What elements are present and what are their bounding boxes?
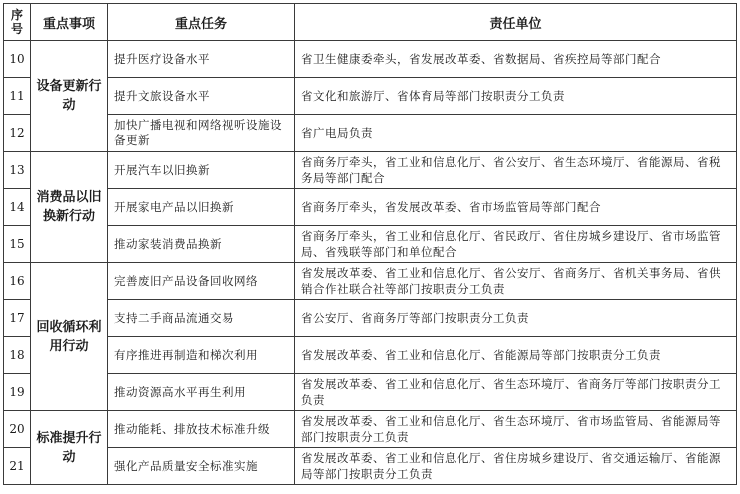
header-index: 序号 xyxy=(4,4,31,41)
row-index: 14 xyxy=(4,189,31,226)
row-index: 21 xyxy=(4,448,31,485)
unit-cell: 省广电局负责 xyxy=(295,115,737,152)
unit-cell: 省发展改革委、省工业和信息化厅、省生态环境厅、省市场监管局、省能源局等部门按职责分工负责 xyxy=(295,411,737,448)
task-cell: 加快广播电视和网络视听设施设备更新 xyxy=(108,115,295,152)
table-row xyxy=(4,152,737,189)
header-category: 重点事项 xyxy=(31,4,108,41)
category-cell: 标准提升行动 xyxy=(31,411,108,485)
table-header-row xyxy=(4,4,737,41)
category-cell: 消费品以旧换新行动 xyxy=(31,152,108,263)
unit-cell: 省商务厅牵头，省发展改革委、省市场监管局等部门配合 xyxy=(295,189,737,226)
table-row xyxy=(4,226,737,263)
task-cell: 支持二手商品流通交易 xyxy=(108,300,295,337)
table-row xyxy=(4,411,737,448)
header-unit: 责任单位 xyxy=(295,4,737,41)
table-row xyxy=(4,78,737,115)
task-cell: 强化产品质量安全标准实施 xyxy=(108,448,295,485)
task-cell: 完善废旧产品设备回收网络 xyxy=(108,263,295,300)
task-cell: 提升医疗设备水平 xyxy=(108,41,295,78)
table-row xyxy=(4,300,737,337)
unit-cell: 省卫生健康委牵头，省发展改革委、省数据局、省疾控局等部门配合 xyxy=(295,41,737,78)
row-index: 11 xyxy=(4,78,31,115)
task-cell: 推动家装消费品换新 xyxy=(108,226,295,263)
row-index: 17 xyxy=(4,300,31,337)
table-row xyxy=(4,448,737,485)
row-index: 16 xyxy=(4,263,31,300)
table-body xyxy=(4,41,737,485)
unit-cell: 省商务厅牵头，省工业和信息化厅、省公安厅、省生态环境厅、省能源局、省税务局等部门配合 xyxy=(295,152,737,189)
category-cell: 设备更新行动 xyxy=(31,41,108,152)
task-cell: 提升文旅设备水平 xyxy=(108,78,295,115)
row-index: 15 xyxy=(4,226,31,263)
task-cell: 开展汽车以旧换新 xyxy=(108,152,295,189)
row-index: 10 xyxy=(4,41,31,78)
table-row xyxy=(4,115,737,152)
table-row xyxy=(4,263,737,300)
task-cell: 开展家电产品以旧换新 xyxy=(108,189,295,226)
unit-cell: 省发展改革委、省工业和信息化厅、省生态环境厅、省商务厅等部门按职责分工负责 xyxy=(295,374,737,411)
row-index: 13 xyxy=(4,152,31,189)
row-index: 18 xyxy=(4,337,31,374)
row-index: 19 xyxy=(4,374,31,411)
category-cell: 回收循环利用行动 xyxy=(31,263,108,411)
task-cell: 有序推进再制造和梯次利用 xyxy=(108,337,295,374)
row-index: 12 xyxy=(4,115,31,152)
header-task: 重点任务 xyxy=(108,4,295,41)
unit-cell: 省发展改革委、省工业和信息化厅、省公安厅、省商务厅、省机关事务局、省供销合作社联合社等部门按职责分工负责 xyxy=(295,263,737,300)
unit-cell: 省文化和旅游厅、省体育局等部门按职责分工负责 xyxy=(295,78,737,115)
unit-cell: 省商务厅牵头，省工业和信息化厅、省民政厅、省住房城乡建设厅、省市场监管局、省残联等部门和单位配合 xyxy=(295,226,737,263)
unit-cell: 省公安厅、省商务厅等部门按职责分工负责 xyxy=(295,300,737,337)
task-table xyxy=(3,3,737,485)
row-index: 20 xyxy=(4,411,31,448)
unit-cell: 省发展改革委、省工业和信息化厅、省能源局等部门按职责分工负责 xyxy=(295,337,737,374)
table-row xyxy=(4,189,737,226)
task-cell: 推动能耗、排放技术标准升级 xyxy=(108,411,295,448)
table-row xyxy=(4,337,737,374)
table-row xyxy=(4,374,737,411)
unit-cell: 省发展改革委、省工业和信息化厅、省住房城乡建设厅、省交通运输厅、省能源局等部门按职责分工负责 xyxy=(295,448,737,485)
task-cell: 推动资源高水平再生利用 xyxy=(108,374,295,411)
table-row xyxy=(4,41,737,78)
